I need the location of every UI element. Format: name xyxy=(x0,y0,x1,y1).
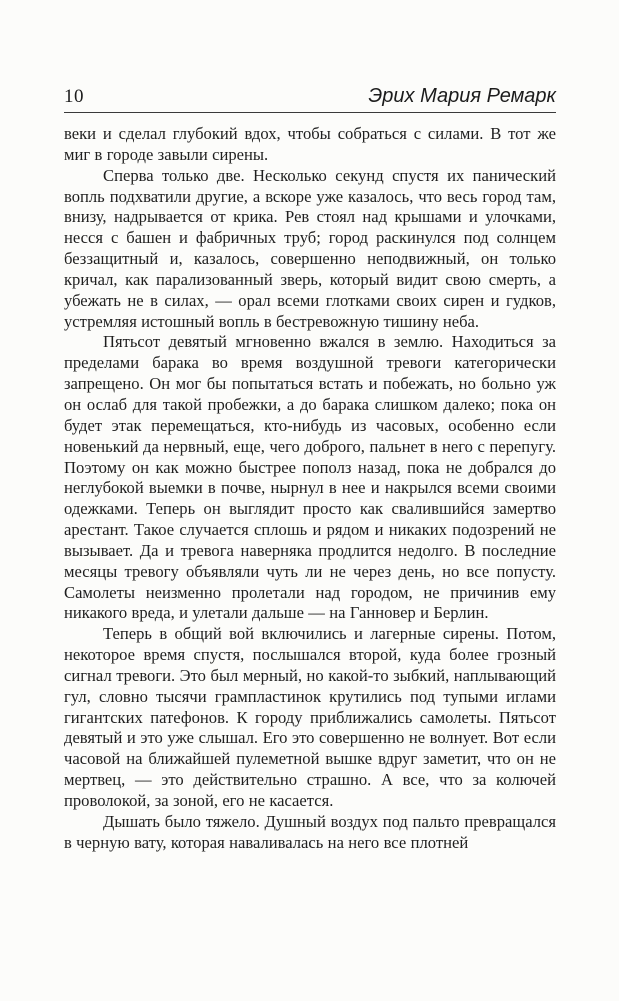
paragraph: Пятьсот девятый мгновенно вжался в землю. Находиться за пределами барака во время воздушной тревоги категорически запрещено. Он мог бы попытаться встать и побежать, но больно уж он ослаб для такой пробежки, а до барака слишком далеко; пока он будет этак перемещаться, кто-нибудь из часовых, особенно если новенький да нервный, еще, чего доброго, пальнет в него с перепугу. Поэтому он как можно быстрее пополз назад, пока не добрался до неглубокой выемки в почве, нырнул в нее и накрылся всеми своими одежками. Теперь он выглядит просто как свалившийся замертво арестант. Такое случается сплошь и рядом и никаких подозрений не вызывает. Да и тревога наверняка продлится недолго. В последние месяцы тревогу объявляли чуть ли не через день, но все попусту. Самолеты неизменно пролетали над городом, не причинив ему никакого вреда, и улетали дальше — на Ганновер и Берлин. xyxy=(64,332,556,623)
paragraph: Сперва только две. Несколько секунд спустя их панический вопль подхватили другие, а вскоре уже казалось, что весь город там, внизу, надрывается от крика. Рев стоял над крышами и улочками, несся с башен и фабричных труб; город раскинулся под солнцем беззащитный и, казалось, совершенно неподвижный, он только кричал, как парализованный зверь, который видит свою смерть, а убежать не в силах, — орал всеми глотками своих сирен и гудков, устремляя истошный вопль в бестревожную тишину неба. xyxy=(64,165,556,331)
running-header xyxy=(64,0,556,113)
paragraph: Дышать было тяжело. Душный воздух под пальто превращался в черную вату, которая наваливалась на него все плотней xyxy=(64,811,556,852)
page-number: 10 xyxy=(64,86,84,107)
page-text xyxy=(64,124,556,854)
running-title: Эрих Мария Ремарк xyxy=(368,85,556,107)
paragraph: Теперь в общий вой включились и лагерные сирены. Потом, некоторое время спустя, послышался второй, куда более грозный сигнал тревоги. Это был мерный, но какой-то зыбкий, наплывающий гул, словно тысячи грампластинок крутились под тупыми иглами гигантских патефонов. К городу приближались самолеты. Пятьсот девятый и это уже слышал. Его это совершенно не волнует. Вот если часовой на ближайшей пулеметной вышке вдруг заметит, что он не мертвец, — это действительно страшно. А все, что за колючей проволокой, за зоной, его не касается. xyxy=(64,624,556,810)
paragraph: веки и сделал глубокий вдох, чтобы собраться с силами. В тот же миг в городе завыли сирены. xyxy=(64,124,556,164)
